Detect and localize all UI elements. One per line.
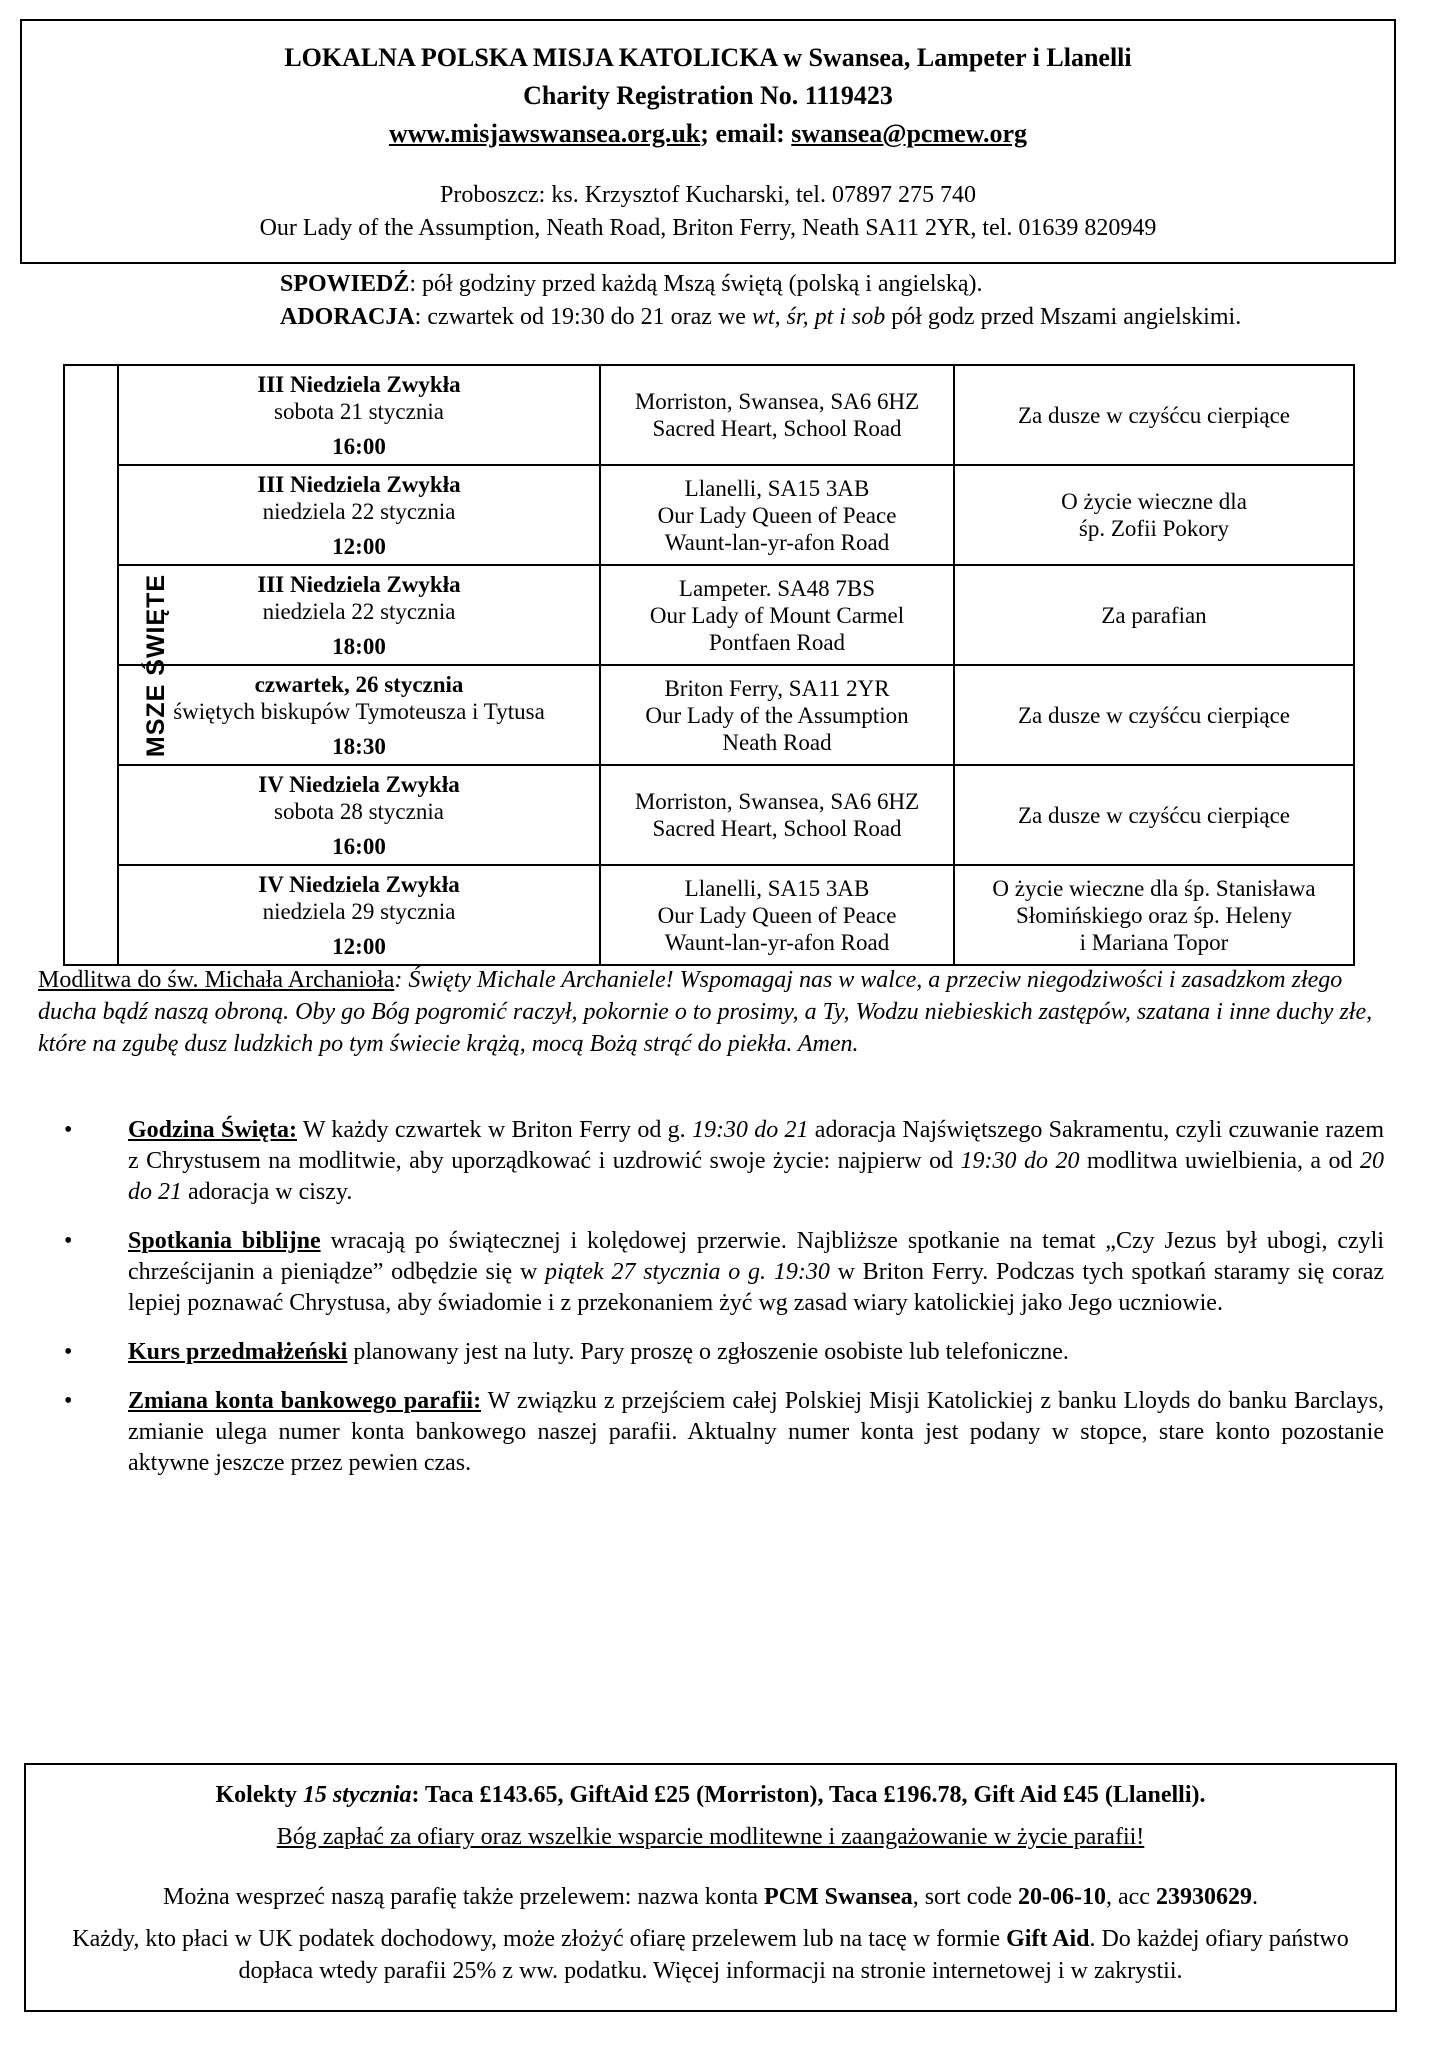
- prayer-paragraph: [38, 964, 1398, 1060]
- mass-place-line: Our Lady Queen of Peace: [657, 502, 897, 528]
- mission-title: LOKALNA POLSKA MISJA KATOLICKA w Swansea, Lampeter i Llanelli: [284, 43, 1132, 72]
- mass-time: 12:00: [332, 933, 386, 959]
- email-link[interactable]: swansea@pcmew.org: [791, 119, 1028, 148]
- mass-when-cell: [118, 765, 600, 865]
- mass-place-line: Waunt-lan-yr-afon Road: [664, 529, 890, 555]
- prayer-text: : Święty Michale Archaniele! Wspomagaj nas w walce, a przeciw niegodziwości i zasadzkom złego ducha bądź naszą obroną. Oby go Bóg pogromić raczył, pokornie o to prosimy, a Ty, Wodzu niebieskich zastępów, szatana i inne duchy złe, które na zgubę dusz ludzkich po tym świecie krążą, mocą Bożą strąć do piekła. Amen.: [38, 967, 1373, 1057]
- mass-intention-cell: [954, 465, 1354, 565]
- note-text: W związku z przejściem całej Polskiej Misji Katolickiej z banku Lloyds do banku Barclays, zmianie ulega numer konta bankowego naszej parafii. Aktualny numer konta jest podany w stopce, stare konto pozostanie aktywne jeszcze przez pewien czas.: [128, 1388, 1384, 1476]
- mass-date: świętych biskupów Tymoteusza i Tytusa: [173, 698, 545, 724]
- mass-intention-line: Za dusze w czyśćcu cierpiące: [1017, 402, 1290, 428]
- note-text: adoracja w ciszy.: [182, 1179, 353, 1205]
- mass-intention-line: O życie wieczne dla: [1061, 489, 1247, 514]
- mass-intention-cell: [954, 865, 1354, 965]
- note-heading: Zmiana konta bankowego parafii:: [128, 1388, 482, 1414]
- adoration-days: wt, śr, pt i sob: [751, 304, 886, 330]
- mass-when-cell: [118, 365, 600, 465]
- mass-when-cell: [118, 665, 600, 765]
- mass-time: 18:30: [332, 733, 386, 759]
- bullet: •: [64, 1117, 73, 1143]
- mass-place-line: Our Lady of Mount Carmel: [649, 602, 905, 628]
- bullet: •: [64, 1339, 73, 1365]
- mass-when-cell: [118, 565, 600, 665]
- confession-label: SPOWIEDŹ: [280, 271, 410, 297]
- confession-line: [280, 268, 1241, 301]
- header-box: [20, 19, 1396, 264]
- collection-label: Kolekty: [215, 1782, 303, 1808]
- table-row: [64, 465, 1354, 565]
- mass-date: sobota 28 stycznia: [274, 798, 444, 824]
- mass-time: 18:00: [332, 633, 386, 659]
- mass-place-cell: [600, 465, 954, 565]
- mass-date: niedziela 22 stycznia: [262, 598, 456, 624]
- mass-place-line: Llanelli, SA15 3AB: [684, 875, 870, 901]
- mass-title: III Niedziela Zwykła: [257, 471, 461, 497]
- mass-intention-line: Za dusze w czyśćcu cierpiące: [1017, 702, 1290, 728]
- account-name: PCM Swansea: [764, 1884, 913, 1910]
- mass-place-cell: [600, 865, 954, 965]
- table-row: [64, 665, 1354, 765]
- address-line: Our Lady of the Assumption, Neath Road, Briton Ferry, Neath SA11 2YR, tel. 01639 820949: [259, 215, 1157, 241]
- table-row: [64, 765, 1354, 865]
- mass-intention-cell: [954, 765, 1354, 865]
- website-link[interactable]: www.misjawswansea.org.uk: [388, 119, 701, 148]
- mass-intention-line: O życie wieczne dla śp. Stanisława: [992, 875, 1316, 901]
- collection-amounts: : Taca £143.65, GiftAid £25 (Morriston), Taca £196.78, Gift Aid £45 (Llanelli).: [411, 1782, 1206, 1808]
- mass-place-line: Sacred Heart, School Road: [652, 416, 902, 441]
- collection-date: 15 stycznia: [302, 1782, 412, 1808]
- mass-title: IV Niedziela Zwykła: [258, 771, 460, 797]
- note-text: planowany jest na luty. Pary proszę o zgłoszenie osobiste lub telefoniczne.: [347, 1339, 1069, 1365]
- mass-place-line: Neath Road: [722, 729, 832, 755]
- mass-intention-line: Za parafian: [1101, 602, 1207, 628]
- mass-place-cell: [600, 365, 954, 465]
- list-item-bible: [64, 1226, 1384, 1319]
- adoration-text-end: pół godz przed Mszami angielskimi.: [885, 304, 1242, 330]
- mass-title: IV Niedziela Zwykła: [258, 871, 460, 897]
- mass-place-cell: [600, 565, 954, 665]
- confession-adoration: [280, 268, 1241, 334]
- mass-place-line: Sacred Heart, School Road: [652, 816, 902, 841]
- mass-place-line: Llanelli, SA15 3AB: [684, 475, 870, 501]
- pastor-line: Proboszcz: ks. Krzysztof Kucharski, tel. 07897 275 740: [440, 182, 976, 208]
- mass-intention-line: śp. Zofii Pokory: [1078, 516, 1230, 541]
- list-item-holy-hour: [64, 1115, 1384, 1208]
- giftaid-line: [26, 1923, 1395, 1987]
- giftaid-label: Gift Aid: [1006, 1926, 1090, 1952]
- bullet: •: [64, 1388, 73, 1414]
- note-italic: 19:30 do 20: [960, 1148, 1080, 1174]
- note-italic: 20 do 21: [128, 1148, 1384, 1205]
- mass-intention-line: i Mariana Topor: [1079, 929, 1229, 955]
- email-label: ; email:: [700, 119, 792, 148]
- mass-when-cell: [118, 465, 600, 565]
- collection-line: [26, 1779, 1395, 1811]
- list-item-course: [64, 1337, 1384, 1368]
- giftaid-text: Każdy, kto płaci w UK podatek dochodowy, może złożyć ofiarę przelewem lub na tacę w formie: [72, 1926, 1007, 1952]
- mass-title: III Niedziela Zwykła: [257, 571, 461, 597]
- masses-side-cell: [64, 365, 171, 965]
- footer-box: [24, 1763, 1397, 2012]
- masses-side-label: MSZE ŚWIĘTE: [142, 573, 171, 757]
- mass-time: 16:00: [332, 433, 386, 459]
- note-heading: Spotkania biblijne: [128, 1228, 321, 1254]
- mass-place-line: Pontfaen Road: [708, 629, 846, 655]
- transfer-text: Można wesprzeć naszą parafię także przelewem: nazwa konta: [163, 1884, 765, 1910]
- contact-line: [22, 115, 1394, 153]
- mass-place-line: Waunt-lan-yr-afon Road: [664, 929, 890, 955]
- mass-time: 12:00: [332, 533, 386, 559]
- mass-place-cell: [600, 765, 954, 865]
- table-row: [64, 565, 1354, 665]
- note-text: w Briton Ferry. Podczas tych spotkań staramy się coraz lepiej poznawać Chrystusa, aby świadomie i z przekonaniem żyć wg zasad wiary katolickiej jako Jego uczniowie.: [128, 1259, 1384, 1316]
- mass-intention-cell: [954, 665, 1354, 765]
- prayer-title: Modlitwa do św. Michała Archanioła: [38, 967, 395, 993]
- adoration-text: : czwartek od 19:30 do 21 oraz we: [414, 304, 752, 330]
- mass-schedule-table: [63, 364, 1355, 966]
- thanks-line: Bóg zapłać za ofiary oraz wszelkie wsparcie modlitewne i zaangażowanie w życie parafii!: [276, 1824, 1145, 1850]
- table-row: [64, 365, 1354, 465]
- account-number: 23930629: [1155, 1884, 1252, 1910]
- note-text: wracają po świątecznej i kolędowej przerwie. Najbliższe spotkanie na temat „Czy Jezus był ubogi, czyli chrześcijanin a pieniądze” odbędzie się w: [128, 1228, 1384, 1285]
- mass-intention-cell: [954, 365, 1354, 465]
- mass-date: niedziela 29 stycznia: [262, 898, 456, 924]
- announcements-list: [64, 1115, 1384, 1497]
- mass-time: 16:00: [332, 833, 386, 859]
- transfer-line: [26, 1881, 1395, 1913]
- note-text: modlitwa uwielbienia, a od: [1079, 1148, 1360, 1174]
- mass-place-line: Our Lady of the Assumption: [645, 702, 909, 728]
- sort-code: 20-06-10: [1018, 1884, 1106, 1910]
- mass-place-line: Briton Ferry, SA11 2YR: [664, 675, 890, 701]
- mass-place-line: Our Lady Queen of Peace: [657, 902, 897, 928]
- adoration-label: ADORACJA: [280, 304, 415, 330]
- list-item-bank: [64, 1386, 1384, 1479]
- confession-text: : pół godziny przed każdą Mszą świętą (polską i angielską).: [409, 271, 983, 297]
- transfer-text: .: [1251, 1884, 1258, 1910]
- mass-title: czwartek, 26 stycznia: [254, 671, 464, 697]
- note-italic: piątek 27 stycznia o g. 19:30: [545, 1259, 830, 1285]
- bullet: •: [64, 1228, 73, 1254]
- note-text: W każdy czwartek w Briton Ferry od g.: [296, 1117, 692, 1143]
- mass-place-line: Morriston, Swansea, SA6 6HZ: [634, 789, 920, 814]
- table-row: [64, 865, 1354, 965]
- note-text: adoracja Najświętszego Sakramentu, czyli czuwanie razem z Chrystusem na modlitwie, aby uporządkować i uzdrowić swoje życie: najpierw od: [128, 1117, 1384, 1174]
- mass-place-line: Lampeter. SA48 7BS: [678, 575, 876, 601]
- transfer-text: , sort code: [912, 1884, 1019, 1910]
- mass-title: III Niedziela Zwykła: [257, 371, 461, 397]
- transfer-text: , acc: [1106, 1884, 1156, 1910]
- note-heading: Kurs przedmałżeński: [128, 1339, 348, 1365]
- mass-intention-line: Za dusze w czyśćcu cierpiące: [1017, 802, 1290, 828]
- giftaid-text: . Do każdej ofiary państwo dopłaca wtedy parafii 25% z ww. podatku. Więcej informacji na stronie internetowej i w zakrystii.: [238, 1926, 1349, 1984]
- note-heading: Godzina Święta:: [128, 1117, 297, 1143]
- mass-date: sobota 21 stycznia: [274, 398, 444, 424]
- mass-intention-line: Słomińskiego oraz śp. Heleny: [1016, 902, 1292, 928]
- mass-place-cell: [600, 665, 954, 765]
- adoration-line: [280, 301, 1241, 334]
- mass-place-line: Morriston, Swansea, SA6 6HZ: [634, 389, 920, 414]
- mass-date: niedziela 22 stycznia: [262, 498, 456, 524]
- mass-when-cell: [118, 865, 600, 965]
- note-italic: 19:30 do 21: [691, 1117, 809, 1143]
- charity-registration: Charity Registration No. 1119423: [523, 81, 893, 110]
- mass-intention-cell: [954, 565, 1354, 665]
